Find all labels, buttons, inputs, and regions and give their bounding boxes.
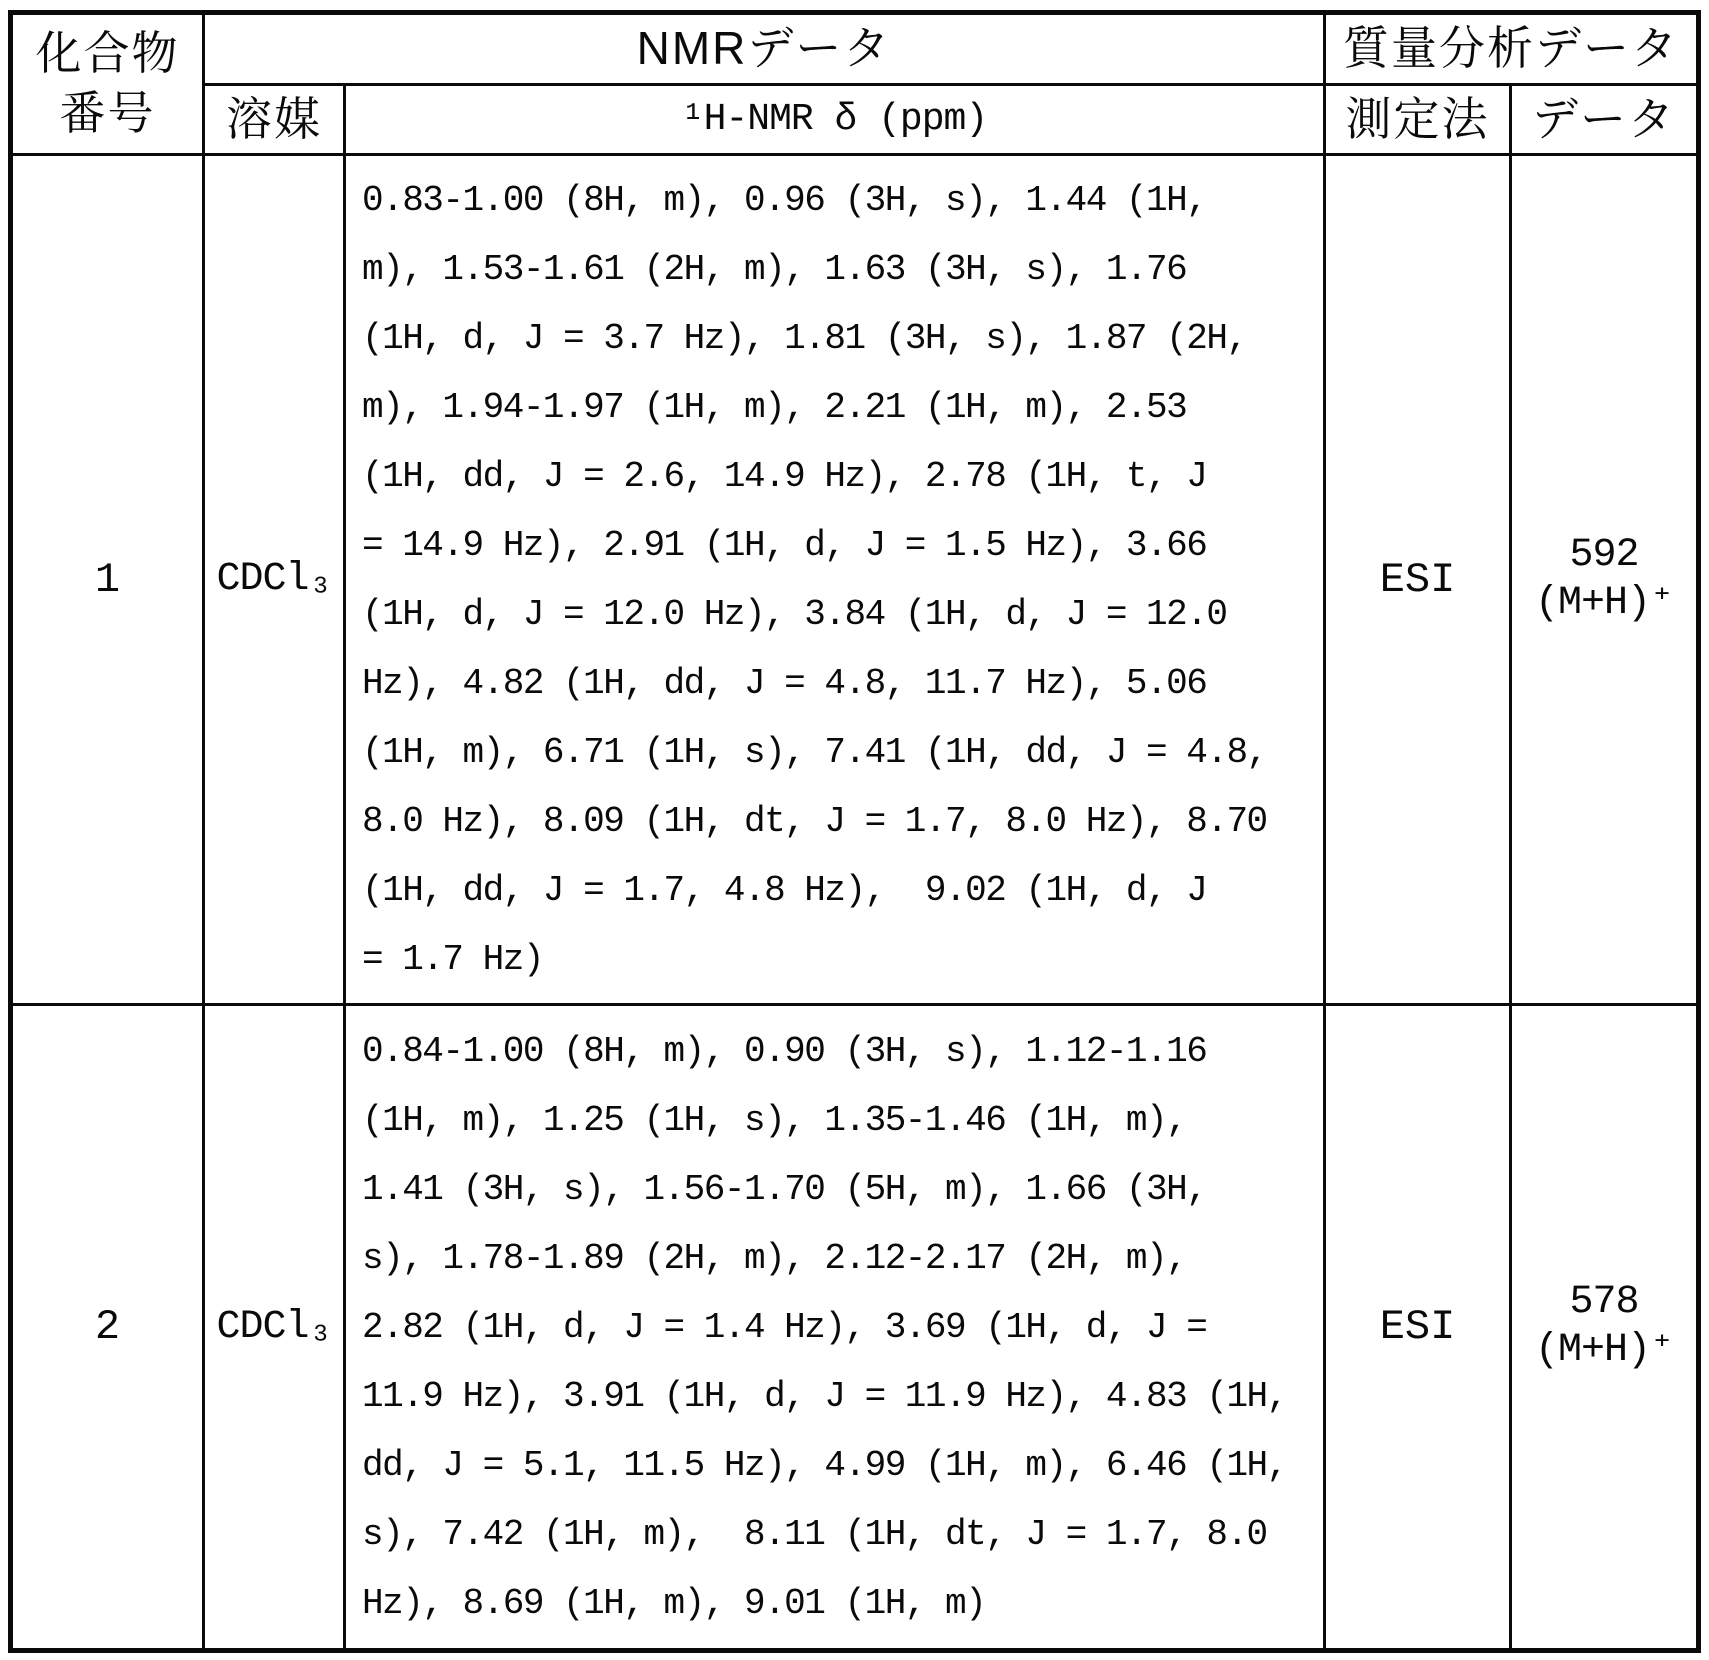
mass-spec-value: 592 (M+H)⁺: [1511, 155, 1699, 1005]
compound-number-value: 2: [11, 1005, 204, 1651]
table-row-compound-2: [11, 1005, 1699, 1651]
compound-number-value: 1: [11, 155, 204, 1005]
h-nmr-shift-header: ¹H-NMR δ (ppm): [345, 85, 1325, 155]
table-row-compound-1: [11, 155, 1699, 1005]
nmr-spectrum-text: 0.84-1.00 (8H, m), 0.90 (3H, s), 1.12-1.16 (1H, m), 1.25 (1H, s), 1.35-1.46 (1H, m), 1.41 (3H, s), 1.56-1.70 (5H, m), 1.66 (3H, s), 1.78-1.89 (2H, m), 2.12-2.17 (2H, m), 2.82 (1H, d, J = 1.4 Hz), 3.69 (1H, d, J = 11.9 Hz), 3.91 (1H, d, J = 11.9 Hz), 4.83 (1H, dd, J = 5.1, 11.5 Hz), 4.99 (1H, m), 6.46 (1H, s), 7.42 (1H, m), 8.11 (1H, dt, J = 1.7, 8.0 Hz), 8.69 (1H, m), 9.01 (1H, m): [345, 1005, 1325, 1651]
solvent-value: CDCl₃: [204, 155, 345, 1005]
nmr-ms-data-table: [8, 10, 1701, 1653]
measurement-method-value: ESI: [1325, 155, 1511, 1005]
solvent-value: CDCl₃: [204, 1005, 345, 1651]
measurement-method-value: ESI: [1325, 1005, 1511, 1651]
measurement-method-header: 測定法: [1325, 85, 1511, 155]
nmr-spectrum-text: 0.83-1.00 (8H, m), 0.96 (3H, s), 1.44 (1H, m), 1.53-1.61 (2H, m), 1.63 (3H, s), 1.76 (1H, d, J = 3.7 Hz), 1.81 (3H, s), 1.87 (2H, m), 1.94-1.97 (1H, m), 2.21 (1H, m), 2.53 (1H, dd, J = 2.6, 14.9 Hz), 2.78 (1H, t, J = 14.9 Hz), 2.91 (1H, d, J = 1.5 Hz), 3.66 (1H, d, J = 12.0 Hz), 3.84 (1H, d, J = 12.0 Hz), 4.82 (1H, dd, J = 4.8, 11.7 Hz), 5.06 (1H, m), 6.71 (1H, s), 7.41 (1H, dd, J = 4.8, 8.0 Hz), 8.09 (1H, dt, J = 1.7, 8.0 Hz), 8.70 (1H, dd, J = 1.7, 4.8 Hz), 9.02 (1H, d, J = 1.7 Hz): [345, 155, 1325, 1005]
nmr-data-group-header: NMRデータ: [204, 13, 1325, 85]
mass-spec-value: 578 (M+H)⁺: [1511, 1005, 1699, 1651]
header-row-subcolumns: [11, 85, 1699, 155]
compound-number-header: 化合物 番号: [11, 13, 204, 155]
mass-spec-group-header: 質量分析データ: [1325, 13, 1699, 85]
header-row-groups: [11, 13, 1699, 85]
data-header: データ: [1511, 85, 1699, 155]
solvent-header: 溶媒: [204, 85, 345, 155]
